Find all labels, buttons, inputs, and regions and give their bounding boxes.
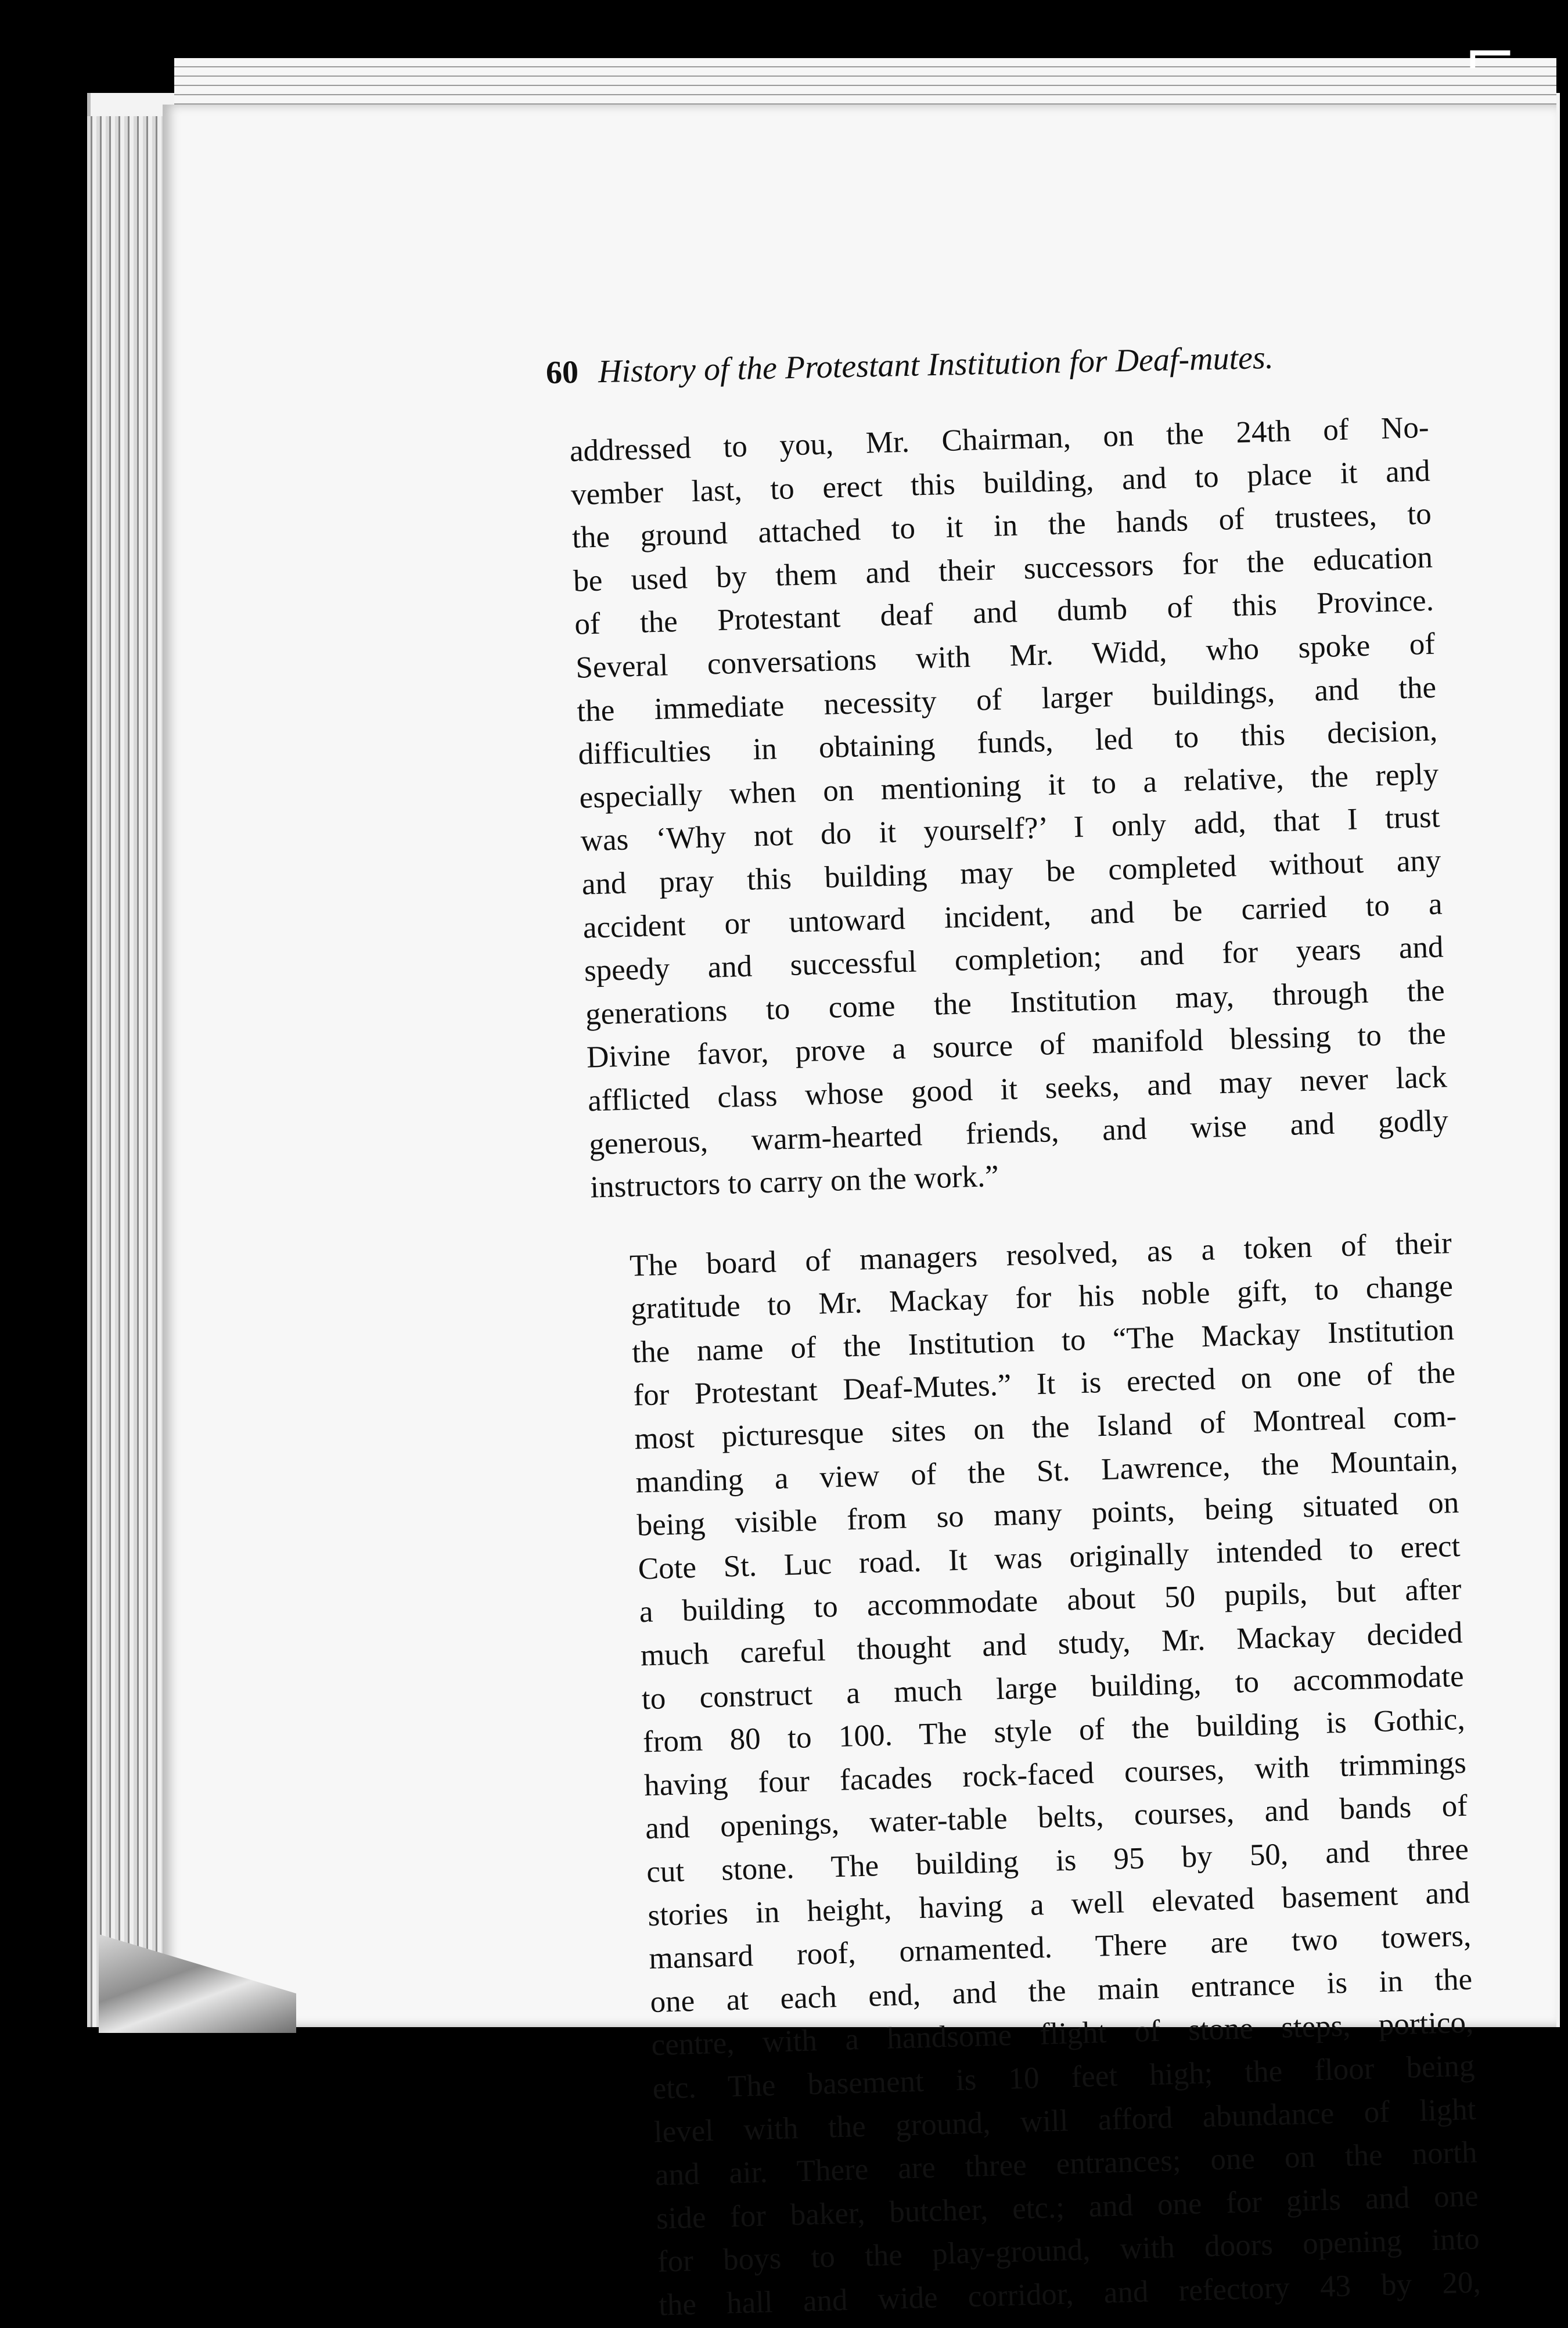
text-line: Several conversations with Mr. Widd, who spoke of — [575, 627, 1436, 685]
running-title: History of the Protestant Institution for Deaf-mutes. — [598, 339, 1274, 390]
text-line: generations to come the Institution may, through the — [585, 973, 1445, 1032]
scan-corner-mark: ⌐ — [1463, 18, 1517, 92]
text-line: afflicted class whose good it seeks, and may never lack — [587, 1060, 1448, 1118]
text-line: mansard roof, ornamented. There are two towers, — [648, 1919, 1472, 1976]
text-line: of the Protestant deaf and dumb of this Province. — [574, 583, 1434, 642]
text-line: and pray this building may be completed without any — [581, 843, 1442, 901]
text-line: the ground attached to it in the hands of trustees, to — [571, 497, 1432, 555]
page-number: 60 — [545, 354, 579, 391]
text-line: side for baker, butcher, etc.; and one for girls and one — [656, 2179, 1479, 2236]
text-line: especially when on mentioning it to a relative, the reply — [578, 757, 1439, 815]
text-line: the name of the Institution to “The Mackay Institution — [631, 1312, 1455, 1370]
text-line: gratitude to Mr. Mackay for his noble gift, to change — [630, 1269, 1454, 1326]
text-line: addressed to you, Mr. Chairman, on the 24th of No- — [569, 410, 1430, 468]
paragraph — [592, 1222, 1481, 2328]
book-page — [163, 105, 1556, 2322]
text-line: the hall and wide corridor, and refectory 43 by 20, — [658, 2265, 1481, 2322]
text-line: instructors to carry on the work.” — [589, 1159, 999, 1205]
text-line: etc. The basement is 10 feet high; the floor being — [652, 2049, 1476, 2106]
text-line: Divine favor, prove a source of manifold blessing to the — [586, 1016, 1447, 1075]
text-line: to construct a much large building, to accommodate — [641, 1659, 1465, 1716]
text-line: difficulties in obtaining funds, led to this decision, — [577, 713, 1438, 771]
text-line: speedy and successful completion; and for years and — [584, 930, 1444, 988]
text-line: The board of managers resolved, as a token of their — [629, 1226, 1452, 1283]
running-head — [545, 337, 1371, 391]
text-line: was ‘Why not do it yourself?’ I only add, that I trust — [580, 800, 1441, 858]
text-line: manding a view of the St. Lawrence, the Mountain, — [635, 1442, 1458, 1500]
text-line: much careful thought and study, Mr. Mackay decided — [640, 1615, 1463, 1673]
text-line: vember last, to erect this building, and to place it and — [570, 454, 1431, 512]
text-line: having four facades rock-faced courses, with trimmings — [643, 1745, 1467, 1803]
text-line: Cote St. Luc road. It was originally intended to erect — [637, 1529, 1461, 1586]
text-line: be used by them and their successors for the education — [573, 540, 1433, 598]
text-line: stories in height, having a well elevated basement and — [647, 1876, 1470, 1932]
text-line: the immediate necessity of larger buildings, and the — [576, 670, 1437, 728]
text-line: a building to accommodate about 50 pupils, but after — [639, 1572, 1462, 1629]
text-line: from 80 to 100. The style of the building is Gothic, — [642, 1702, 1466, 1759]
text-line: cut stone. The building is 95 by 50, and three — [646, 1832, 1469, 1889]
text-line: level with the ground, will afford abundance of light — [653, 2092, 1477, 2149]
paragraph — [569, 406, 1450, 1209]
body-text — [569, 406, 1481, 2328]
text-line: accident or untoward incident, and be carried to a — [582, 886, 1443, 945]
text-line: and openings, water-table belts, courses, and bands of — [645, 1789, 1468, 1846]
text-line: for Protestant Deaf-Mutes.” It is erected on one of the — [632, 1356, 1456, 1413]
text-line: being visible from so many points, being situated on — [636, 1486, 1459, 1543]
text-line: one at each end, and the main entrance is in the — [649, 1962, 1473, 2019]
book-top-edges — [174, 58, 1556, 110]
text-line: for boys to the play-ground, with doors opening into — [657, 2222, 1480, 2279]
text-line: generous, warm-hearted friends, and wise and godly — [588, 1103, 1449, 1162]
book-side-edges — [87, 116, 168, 2027]
text-line: centre, with a handsome flight of stone steps, portico, — [650, 2005, 1474, 2063]
text-line: and air. There are three entrances; one on the north — [654, 2135, 1478, 2193]
text-line: most picturesque sites on the Island of Montreal com- — [634, 1399, 1457, 1456]
